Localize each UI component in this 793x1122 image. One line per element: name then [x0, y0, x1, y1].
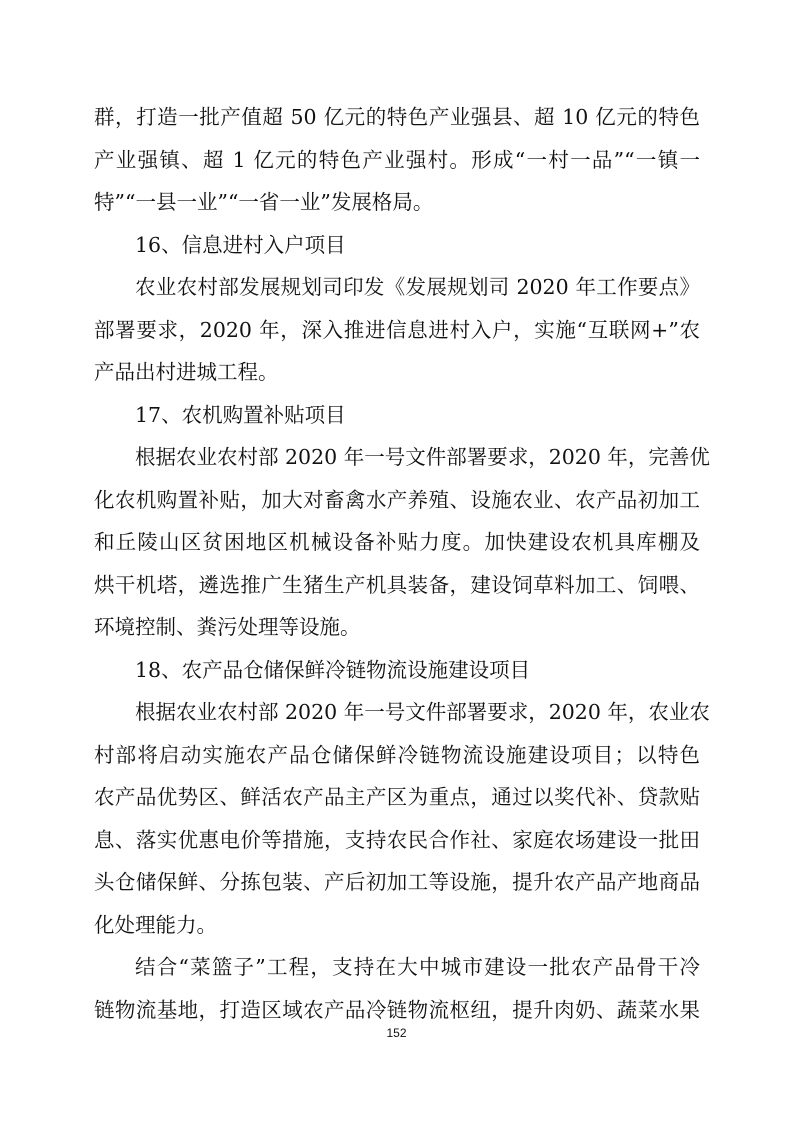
paragraph-line: 环境控制、粪污处理等设施。	[94, 615, 361, 639]
paragraph-line: 烘干机塔，遴选推广生猪生产机具装备，建设饲草料加工、饲喂、	[94, 572, 700, 597]
paragraph-line: 化农机购置补贴，加大对畜禽水产养殖、设施农业、农产品初加工	[94, 487, 700, 512]
paragraph-line: 特”“一县一业”“一省一业”发展格局。	[94, 190, 434, 214]
paragraph-line: 根据农业农村部 2020 年一号文件部署要求，2020 年，农业农	[135, 700, 710, 724]
paragraph-line: 农产品优势区、鲜活农产品主产区为重点，通过以奖代补、贷款贴	[94, 785, 700, 809]
paragraph-line: 头仓储保鲜、分拣包装、产后初加工等设施，提升农产品产地商品	[94, 870, 700, 894]
section-heading-17: 17、农机购置补贴项目	[135, 402, 346, 427]
paragraph-line: 群，打造一批产值超 50 亿元的特色产业强县、超 10 亿元的特色	[94, 105, 700, 129]
paragraph-line: 产品出村进城工程。	[94, 360, 279, 384]
paragraph-line: 和丘陵山区贫困地区机械设备补贴力度。加快建设农机具库棚及	[94, 530, 700, 554]
page-number: 152	[386, 1026, 407, 1040]
paragraph-line: 根据农业农村部 2020 年一号文件部署要求，2020 年，完善优	[135, 445, 710, 469]
paragraph-line: 息、落实优惠电价等措施，支持农民合作社、家庭农场建设一批田	[94, 827, 700, 852]
paragraph-line: 部署要求，2020 年，深入推进信息进村入户，实施“互联网+”农	[94, 317, 700, 342]
document-page	[94, 96, 710, 1031]
paragraph-line: 链物流基地，打造区域农产品冷链物流枢纽，提升肉奶、蔬菜水果	[94, 997, 700, 1022]
section-heading-18: 18、农产品仓储保鲜冷链物流设施建设项目	[135, 657, 531, 682]
paragraph-line: 农业农村部发展规划司印发《发展规划司 2020 年工作要点》	[135, 275, 700, 299]
paragraph-line: 化处理能力。	[94, 912, 217, 937]
paragraph-line: 结合“菜篮子”工程，支持在大中城市建设一批农产品骨干冷	[135, 955, 700, 979]
paragraph-line: 产业强镇、超 1 亿元的特色产业强村。形成“一村一品”“一镇一	[94, 147, 700, 172]
section-heading-16: 16、信息进村入户项目	[135, 232, 346, 257]
paragraph-line: 村部将启动实施农产品仓储保鲜冷链物流设施建设项目；以特色	[94, 742, 700, 767]
